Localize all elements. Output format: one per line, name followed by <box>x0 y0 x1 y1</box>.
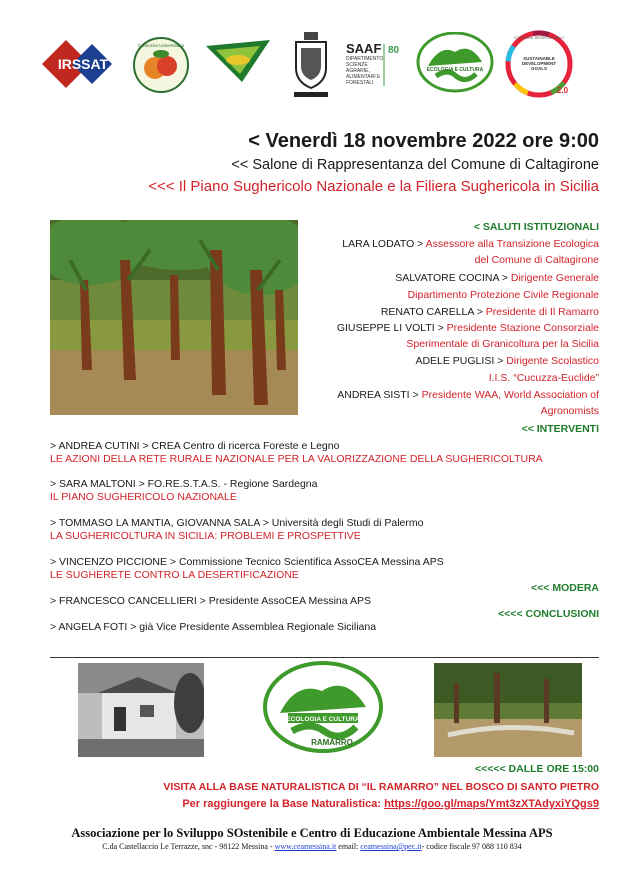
interventi-heading: << INTERVENTI <box>521 423 599 435</box>
irssat-logo <box>40 38 124 90</box>
base-building-photo <box>78 663 204 757</box>
saluti-line-3: SALVATORE COCINA > Dirigente Generale <box>395 272 599 284</box>
directions-line: Per raggiungere la Base Naturalistica: https://goo.gl/maps/Ymt3zXTAdyxiYQgs9 <box>182 798 599 810</box>
saaf-subtitle: DIPARTIMENTO SCIENZE AGRARIE, ALIMENTARI E FORESTALI <box>346 56 383 86</box>
coat-of-arms-logo <box>290 30 332 100</box>
email-link[interactable]: ceamessina@pec.it <box>360 842 422 851</box>
footer-contacts: C.da Castellaccio Le Terrazze, snc - 98122 Messina - www.ceamessina.it email: ceamessina@pec.it- codice fiscale 97 088 110 834 <box>102 842 522 851</box>
ramarro-bottom-name: RAMARRO <box>311 738 353 747</box>
afternoon-visit: VISITA ALLA BASE NATURALISTICA DI “IL RAMARRO” NEL BOSCO DI SANTO PIETRO <box>163 781 599 793</box>
speaker-cutini: > ANDREA CUTINI > CREA Centro di ricerca Foreste e Legno <box>50 440 340 452</box>
saluti-line-11: Agronomists <box>540 405 599 417</box>
sdg-logo <box>505 30 573 98</box>
speaker-piccione: > VINCENZO PICCIONE > Commissione Tecnico Scientifica AssoCEA Messina APS <box>50 556 444 568</box>
forest-clearing-photo <box>434 663 582 757</box>
ramarro-bottom-text: ECOLOGIA E CULTURA <box>286 716 360 723</box>
website-link[interactable]: www.ceamessina.it <box>274 842 337 851</box>
consortium-text: Consorzio Universitario <box>137 43 185 48</box>
sdg-goals-text: SUSTAINABLE DEVELOPMENT GOALS <box>521 56 557 71</box>
saluti-line-2: del Comune di Caltagirone <box>474 254 599 266</box>
sdg-top-text: CITTADINI RESPONSABILI <box>514 35 564 40</box>
cork-forest-photo <box>50 220 298 415</box>
saluti-line-7: Sperimentale di Granicoltura per la Sicilia <box>406 338 599 350</box>
event-venue: << Salone di Rappresentanza del Comune di Caltagirone <box>231 157 599 173</box>
event-title: <<< Il Piano Sughericolo Nazionale e la Filiera Sughericola in Sicilia <box>148 178 599 195</box>
saluti-line-1: LARA LODATO > Assessore alla Transizione Ecologica <box>342 238 599 250</box>
irssat-text: IRSSAT <box>57 56 109 72</box>
afternoon-time: <<<<< DALLE ORE 15:00 <box>474 763 599 775</box>
speaker-maltoni: > SARA MALTONI > FO.RE.S.T.A.S. - Regione Sardegna <box>50 478 318 490</box>
saaf-80: 80 <box>388 45 400 56</box>
speaker-foti: > ANGELA FOTI > già Vice Presidente Assemblea Regionale Siciliana <box>50 621 377 633</box>
directions-link[interactable]: https://goo.gl/maps/Ymt3zXTAdyxiYQgs9 <box>384 798 599 810</box>
conclusioni-heading: <<<< CONCLUSIONI <box>498 608 599 620</box>
saluti-line-9: I.I.S. “Cucuzza-Euclide” <box>488 372 599 384</box>
speaker-la-mantia: > TOMMASO LA MANTIA, GIOVANNA SALA > Università degli Studi di Palermo <box>50 517 424 529</box>
speaker-cancellieri: > FRANCESCO CANCELLIERI > Presidente AssoCEA Messina APS <box>50 595 371 607</box>
ramarro-top-text: ECOLOGIA E CULTURA <box>426 67 484 73</box>
modera-heading: <<< MODERA <box>531 582 599 594</box>
ramarro-logo-bottom <box>262 661 384 757</box>
footer-org: Associazione per lo Sviluppo SOstenibile e Centro di Educazione Ambientale Messina APS <box>71 826 553 840</box>
event-date: < Venerdì 18 novembre 2022 ore 9:00 <box>248 130 599 152</box>
sicily-region-logo <box>202 36 274 88</box>
saluti-line-6: GIUSEPPE LI VOLTI > Presidente Stazione Consorziale <box>336 322 599 334</box>
section-divider <box>50 657 599 658</box>
ramarro-logo-top <box>416 32 494 94</box>
saaf-text: SAAF <box>346 41 382 56</box>
saluti-line-8: ADELE PUGLISI > Dirigente Scolastico <box>415 355 599 367</box>
saluti-line-4: Dipartimento Protezione Civile Regionale <box>407 289 599 301</box>
saaf-logo <box>344 40 406 90</box>
sdg-version: 2.0 <box>557 86 569 95</box>
saluti-line-10: ANDREA SISTI > Presidente WAA, World Association of <box>337 389 599 401</box>
topic-cutini: LE AZIONI DELLA RETE RURALE NAZIONALE PER LA VALORIZZAZIONE DELLA SUGHERICOLTURA <box>50 453 543 465</box>
saluti-heading: < SALUTI ISTITUZIONALI <box>473 221 599 233</box>
topic-piccione: LE SUGHERETE CONTRO LA DESERTIFICAZIONE <box>50 569 299 581</box>
university-consortium-logo <box>132 36 190 94</box>
topic-maltoni: IL PIANO SUGHERICOLO NAZIONALE <box>50 491 237 503</box>
topic-la-mantia: LA SUGHERICOLTURA IN SICILIA: PROBLEMI E PROSPETTIVE <box>50 530 361 542</box>
saluti-line-5: RENATO CARELLA > Presidente di Il Ramarro <box>380 306 599 318</box>
